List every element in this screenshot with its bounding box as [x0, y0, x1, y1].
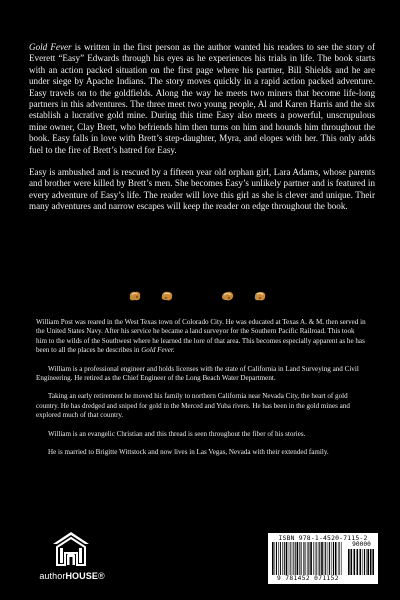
bio-paragraph-1-text: William Post was reared in the West Texas town of Colorado City. He was educated at Texas A. & M. then served in the United States Navy. After his service he became a land surveyor for the Southern Pacific Railroad. This took him to the wilds of the Southwest where he learned the lore of that area. This becomes especially apparent as he has been to all the places he describes in [36, 318, 366, 355]
barcode-bar [325, 542, 326, 575]
barcode-bar [310, 542, 312, 575]
gold-nugget-icon [160, 290, 174, 302]
barcode-bar [316, 542, 317, 575]
addon-barcode-bars [348, 549, 375, 575]
barcode-bar [360, 549, 362, 575]
authorhouse-logo-icon [52, 531, 90, 566]
barcode-bar [324, 542, 325, 575]
synopsis-paragraph-2: Easy is ambushed and is rescued by a fifteen year old orphan girl, Lara Adams, whose parents and brother were killed by Brett’s men. She becomes Easy’s unlikely partner and is featured in every adventure of Easy’s life. The reader will love this girl as she is clever and unique. Their many adventures and narrow escapes will keep the reader on edge throughout the book. [29, 167, 375, 212]
barcode-bar [335, 542, 337, 575]
barcode-bar [370, 549, 372, 575]
bio-paragraph-1 [36, 318, 366, 356]
barcode-bar [332, 542, 333, 575]
barcode-bar [372, 549, 374, 575]
barcode-bar [367, 549, 369, 575]
gold-nugget-icon [221, 290, 235, 302]
barcode-bar [272, 542, 274, 575]
barcode-bar [299, 542, 300, 575]
barcode-bar [338, 542, 339, 575]
barcode-bar [295, 542, 296, 575]
barcode-bar [348, 549, 350, 575]
ean-barcode-bars [272, 542, 342, 575]
barcode-bar [278, 542, 279, 575]
publisher-logo [30, 531, 114, 587]
barcode-bar [351, 549, 353, 575]
barcode-bar [328, 542, 329, 575]
barcode-bar [275, 542, 276, 575]
barcode-bar [290, 542, 291, 575]
ean-digits: 9 781452 071152 [277, 575, 339, 582]
barcode-bar [363, 549, 364, 575]
bio-paragraph-5: He is married to Brigitte Wittstock and now lives in Las Vegas, Nevada with their extended family. [48, 448, 329, 457]
barcode-bar [329, 542, 330, 575]
barcode-bar [364, 549, 365, 575]
synopsis-paragraph-1 [29, 42, 375, 156]
bio-paragraph-4: William is an evangelic Christian and this thread is seen throughout the fiber of his stories. [48, 429, 306, 438]
barcode-bar [292, 542, 293, 575]
author-bio [36, 318, 366, 466]
barcode-bar [286, 542, 288, 575]
barcode-bar [321, 542, 323, 575]
barcode-bar [308, 542, 309, 575]
barcode-bar [341, 542, 342, 575]
barcode-bar [289, 542, 290, 575]
barcode-bar [276, 542, 277, 575]
barcode-bar [307, 542, 308, 575]
book-title-inline: Gold Fever [29, 42, 72, 52]
gold-nugget-icon [253, 290, 267, 302]
bio-paragraph-3: Taking an early retirement he moved his family to northern California near Nevada City, the heart of gold country. He has dredged and sniped for gold in the Merced and Yuba rivers. He has been in the gold mines and explored much of that country. [36, 392, 350, 420]
barcode-bar [357, 549, 359, 575]
barcode-bar [282, 542, 283, 575]
barcode-bar [339, 542, 340, 575]
barcode-bar [280, 542, 281, 575]
barcode-bar [354, 549, 356, 575]
barcode-bar [284, 542, 285, 575]
barcode-bar [305, 542, 306, 575]
barcode-bar [303, 542, 304, 575]
synopsis-paragraph-1-text: is written in the first person as the author wanted his readers to see the story of Everett “Easy” Edwards through his eyes as he experiences his trials in life. The book starts with an action packed situation on the first page where his partner, Bill Shields and he are under siege by Apache Indians. The story moves quickly in a rapid action packed adventure. Easy travels on to the goldfields. Along the way he meets two miners that become life-long partners in this adventures. The three meet two young people, Al and Karen Harris and the six establish a lucrative gold mine. During this time Easy also meets a powerful, unscrupulous mine owner, Clay Brett, who befriends him then turns on him and hounds him throughout the book. Easy falls in love with Brett’s step-daughter, Myra, and elopes with her. This only adds fuel to the fire of Brett’s hatred for Easy. [29, 42, 375, 155]
isbn-barcode [268, 533, 378, 584]
price-addon-digits: 90000 [352, 541, 371, 548]
book-title-inline: Gold Fever. [141, 346, 175, 355]
barcode-bar [319, 542, 320, 575]
nugget-divider [0, 290, 400, 304]
synopsis [29, 42, 375, 224]
barcode-bar [313, 542, 314, 575]
barcode-bar [366, 549, 367, 575]
barcode-bar [333, 542, 334, 575]
publisher-name: authorHOUSE® [39, 571, 105, 581]
barcode-bar [301, 542, 302, 575]
barcode-bar [293, 542, 294, 575]
gold-nugget-icon [128, 290, 142, 302]
barcode-bar [297, 542, 299, 575]
isbn-text: ISBN 978-1-4520-7115-2 [278, 534, 368, 542]
bio-paragraph-2: William is a professional engineer and holds licenses with the state of California in Land Surveying and Civil Engineering. He retired as the Chief Engineer of the Long Beach Water Department. [36, 364, 359, 383]
barcode-bar [315, 542, 316, 575]
barcode-bar [318, 542, 319, 575]
